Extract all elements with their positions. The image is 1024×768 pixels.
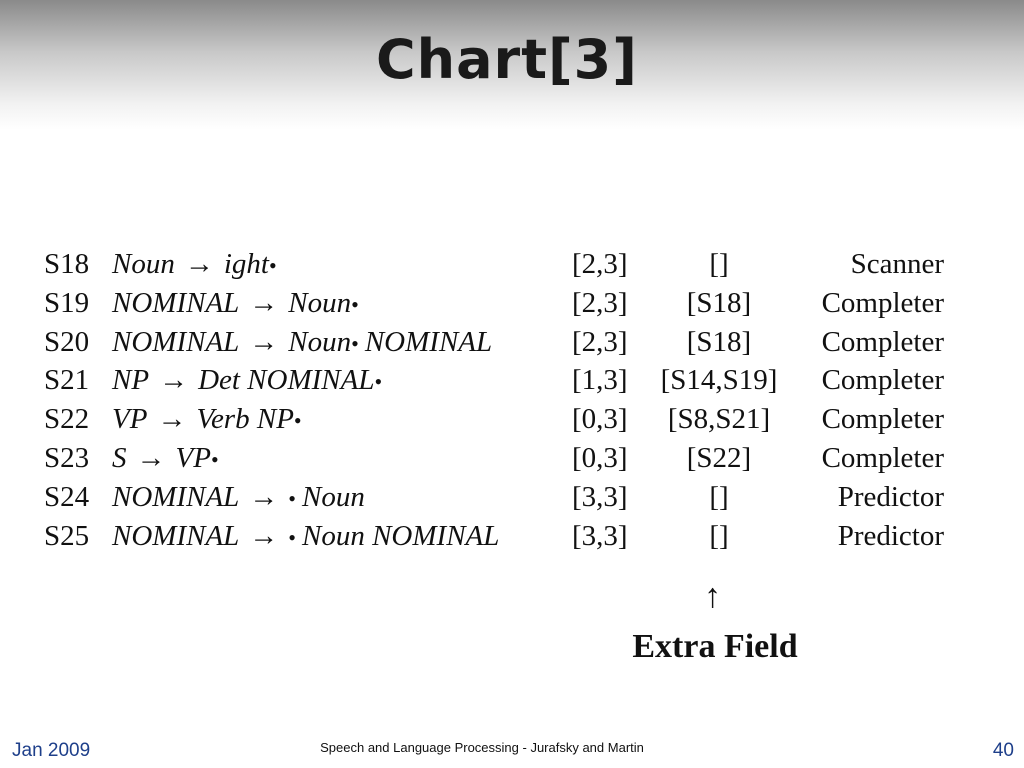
grammar-rule [112, 364, 382, 397]
footer-date: Jan 2009 [12, 740, 91, 761]
rule-lhs: S [112, 442, 127, 474]
rule-rhs-after-dot: Noun [302, 480, 365, 513]
rule-rhs-before-dot: Noun [288, 325, 352, 358]
operator: Completer [821, 325, 944, 358]
span-indices: [1,3] [572, 364, 628, 397]
dot-marker-icon: • [268, 253, 277, 278]
grammar-rule [112, 326, 492, 359]
slide-title: Chart[3] [376, 28, 638, 91]
dot-marker-icon: • [210, 447, 219, 472]
operator: Predictor [837, 519, 944, 552]
grammar-rule [112, 287, 359, 320]
rule-arrow-icon: → [249, 480, 279, 513]
operator: Completer [821, 286, 944, 319]
rule-lhs: VP [112, 403, 148, 436]
span-indices: [2,3] [572, 325, 628, 358]
span-indices: [3,3] [572, 519, 628, 552]
rule-lhs: NP [112, 364, 150, 397]
dot-marker-icon: • [351, 291, 359, 317]
chart-row [44, 442, 964, 480]
rule-arrow-icon: → [249, 325, 279, 358]
chart-row [44, 364, 964, 402]
dot-marker-icon: • [374, 369, 383, 395]
state-id: S24 [44, 480, 90, 513]
state-id: S19 [44, 286, 90, 319]
operator: Completer [821, 403, 944, 436]
backpointers: [] [709, 248, 729, 280]
up-arrow-icon: ↑ [704, 578, 721, 615]
rule-arrow-icon: → [136, 442, 166, 474]
rule-rhs-after-dot: Noun NOMINAL [302, 519, 500, 552]
span-indices: [3,3] [572, 480, 628, 513]
backpointers: [S18] [686, 286, 752, 319]
chart-row [44, 326, 964, 364]
backpointers: [S18] [686, 325, 752, 358]
grammar-rule [112, 248, 277, 281]
operator: Completer [821, 442, 944, 474]
rule-lhs: NOMINAL [112, 480, 240, 513]
chart-row [44, 481, 964, 519]
operator: Predictor [837, 480, 944, 513]
span-indices: [2,3] [572, 248, 628, 280]
chart-row [44, 403, 964, 441]
rule-lhs: NOMINAL [112, 286, 240, 319]
rule-arrow-icon: → [184, 248, 214, 280]
rule-arrow-icon: → [159, 364, 189, 397]
backpointers: [S8,S21] [667, 403, 771, 436]
state-id: S20 [44, 325, 90, 358]
dot-marker-icon: • [293, 408, 302, 434]
footer-source: Speech and Language Processing - Jurafsky and Martin [320, 740, 644, 755]
dot-marker-icon: • [351, 330, 359, 356]
chart-row [44, 287, 964, 325]
state-id: S18 [44, 248, 90, 280]
grammar-rule [112, 481, 365, 514]
rule-arrow-icon: → [249, 286, 279, 319]
grammar-rule [112, 520, 499, 553]
rule-rhs-before-dot: Verb NP [196, 403, 294, 436]
rule-arrow-icon: → [157, 403, 187, 436]
rule-rhs-before-dot: Det NOMINAL [198, 364, 375, 397]
rule-arrow-icon: → [249, 519, 279, 552]
extra-field-label: Extra Field [632, 628, 798, 665]
state-id: S22 [44, 403, 90, 436]
operator: Completer [821, 364, 944, 397]
state-id: S23 [44, 442, 90, 474]
chart-row [44, 520, 964, 558]
rule-rhs-after-dot: NOMINAL [364, 325, 493, 358]
page-number: 40 [992, 740, 1014, 761]
rule-lhs: NOMINAL [112, 519, 240, 552]
backpointers: [] [709, 519, 729, 552]
chart-row [44, 248, 964, 286]
operator: Scanner [850, 248, 944, 280]
span-indices: [0,3] [572, 403, 628, 436]
span-indices: [0,3] [572, 442, 628, 474]
backpointers: [S22] [686, 442, 752, 474]
backpointers: [S14,S19] [660, 364, 778, 397]
rule-rhs-before-dot: ight [223, 248, 269, 280]
state-id: S25 [44, 519, 90, 552]
state-id: S21 [44, 364, 90, 397]
dot-marker-icon: • [288, 524, 296, 550]
grammar-rule [112, 442, 219, 475]
backpointers: [] [709, 480, 729, 513]
grammar-rule [112, 403, 302, 436]
rule-rhs-before-dot: Noun [288, 286, 352, 319]
dot-marker-icon: • [288, 485, 296, 511]
rule-lhs: NOMINAL [112, 325, 240, 358]
span-indices: [2,3] [572, 286, 628, 319]
rule-rhs-before-dot: VP [175, 442, 211, 474]
rule-lhs: Noun [112, 248, 175, 280]
